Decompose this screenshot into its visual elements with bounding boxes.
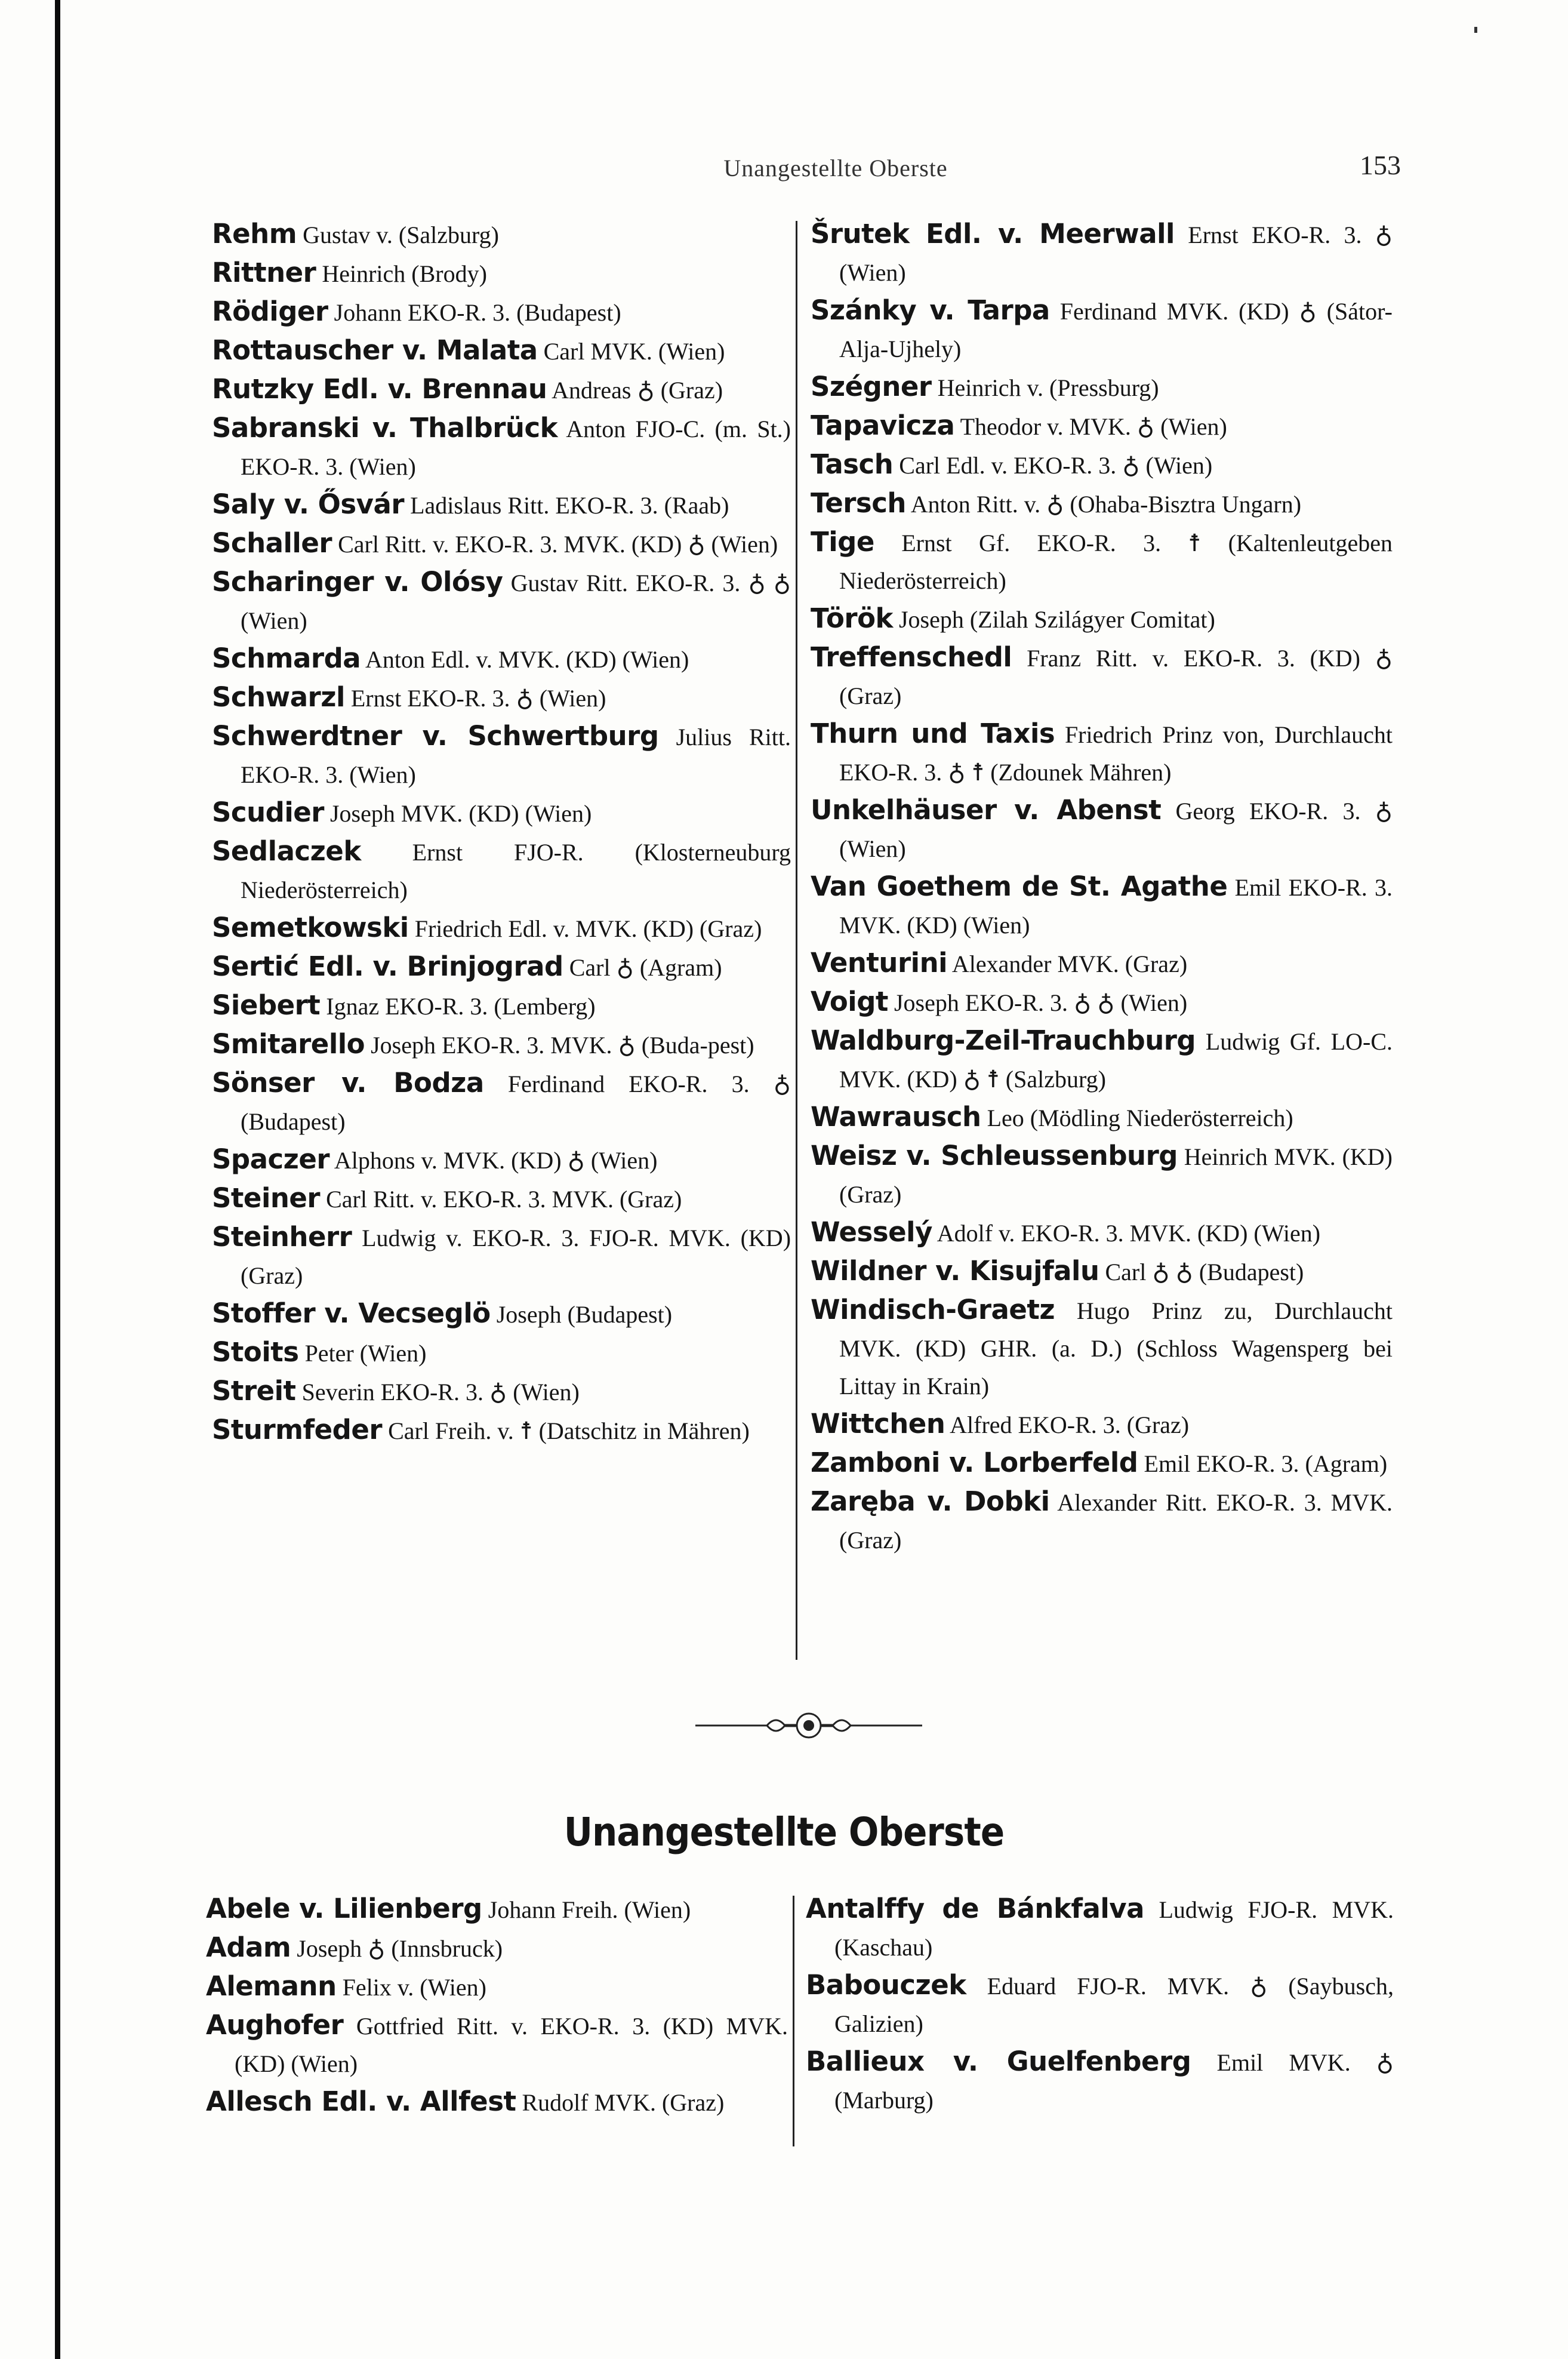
- entry-details: Peter (Wien): [304, 1340, 427, 1367]
- entry-details: Carl ♁ (Agram): [569, 954, 722, 981]
- entry-name: Wildner v. Kisujfalu: [811, 1255, 1099, 1287]
- list-item: [212, 485, 791, 524]
- entry-details: Emil EKO-R. 3. MVK. (KD) (Wien): [839, 874, 1393, 939]
- list-item: [806, 1966, 1394, 2043]
- list-item: [212, 986, 791, 1025]
- entry-details: Carl Ritt. v. EKO-R. 3. MVK. (Graz): [326, 1186, 682, 1213]
- list-item: [212, 1372, 791, 1411]
- list-item: [212, 1179, 791, 1218]
- entry-details: Felix v. (Wien): [342, 1974, 486, 2001]
- entry-name: Unkelhäuser v. Abenst: [811, 794, 1162, 826]
- entry-details: Alfred EKO-R. 3. (Graz): [950, 1411, 1190, 1438]
- entry-name: Schwerdtner v. Schwertburg: [212, 720, 659, 752]
- list-item: [212, 331, 791, 370]
- entry-name: Weisz v. Schleussenburg: [811, 1140, 1178, 1171]
- entry-name: Steiner: [212, 1182, 321, 1214]
- entry-name: Semetkowski: [212, 912, 409, 943]
- entry-name: Adam: [206, 1932, 291, 1963]
- list-item: [806, 2043, 1394, 2119]
- list-item: [811, 944, 1393, 983]
- list-item: [212, 1140, 791, 1179]
- entry-details: Emil MVK. ♁ (Marburg): [834, 2049, 1394, 2114]
- entry-name: Spaczer: [212, 1143, 330, 1175]
- entry-name: Van Goethem de St. Agathe: [811, 871, 1228, 902]
- entry-name: Sedlaczek: [212, 835, 361, 867]
- entry-name: Steinherr: [212, 1221, 352, 1253]
- entry-details: Johann EKO-R. 3. (Budapest): [334, 299, 621, 326]
- entry-name: Tapavicza: [811, 410, 955, 441]
- entry-name: Šrutek Edl. v. Meerwall: [811, 218, 1175, 250]
- list-item: [206, 1967, 788, 2006]
- entry-name: Treffenschedl: [811, 641, 1012, 673]
- entry-details: Andreas ♁ (Graz): [552, 377, 723, 404]
- entry-name: Schmarda: [212, 642, 361, 674]
- section-title: Unangestellte Oberste: [563, 1809, 1005, 1855]
- entry-details: Ladislaus Ritt. EKO-R. 3. (Raab): [410, 492, 729, 519]
- entry-details: Eduard FJO-R. MVK. ♁ (Saybusch, Galizien): [834, 1973, 1394, 2037]
- entry-details: Ludwig FJO-R. MVK. (Kaschau): [834, 1896, 1394, 1961]
- entry-details: Ernst EKO-R. 3. ♁ (Wien): [839, 222, 1393, 286]
- entry-details: Joseph (Zilah Szilágyer Comitat): [898, 606, 1215, 633]
- ornament-divider-icon: [695, 1708, 922, 1743]
- entry-name: Sturmfeder: [212, 1414, 383, 1445]
- list-item: [212, 717, 791, 793]
- column2-left: [206, 1890, 788, 2121]
- entry-details: Carl Edl. v. EKO-R. 3. ♁ (Wien): [899, 452, 1213, 479]
- entry-name: Sabranski v. Thalbrück: [212, 412, 558, 444]
- running-head: Unangestellte Oberste: [723, 155, 948, 182]
- entry-name: Zaręba v. Dobki: [811, 1485, 1050, 1517]
- entry-name: Tasch: [811, 448, 894, 480]
- entry-details: Alexander MVK. (Graz): [951, 951, 1188, 977]
- entry-details: Ernst Gf. EKO-R. 3. ☨ (Kaltenleutgeben Niederösterreich): [839, 530, 1393, 594]
- list-item: [811, 445, 1393, 484]
- scan-mark: [1474, 27, 1477, 33]
- list-item: [811, 791, 1393, 868]
- list-item: [811, 1213, 1393, 1252]
- list-item: [212, 1411, 791, 1450]
- entry-name: Antalffy de Bánkfalva: [806, 1893, 1144, 1924]
- list-item: [811, 638, 1393, 715]
- list-item: [212, 639, 791, 678]
- list-item: [212, 293, 791, 331]
- entry-name: Waldburg-Zeil-Trauchburg: [811, 1025, 1196, 1056]
- entry-name: Tersch: [811, 487, 906, 519]
- entry-details: Ferdinand MVK. (KD) ♁ (Sátor-Alja-Ujhely): [839, 298, 1393, 362]
- entry-details: Georg EKO-R. 3. ♁ (Wien): [839, 798, 1393, 862]
- entry-name: Scudier: [212, 796, 324, 828]
- list-item: [811, 868, 1393, 944]
- entry-details: Adolf v. EKO-R. 3. MVK. (KD) (Wien): [937, 1220, 1321, 1247]
- entry-name: Streit: [212, 1375, 296, 1407]
- entry-name: Saly v. Ősvár: [212, 488, 405, 520]
- entry-details: Carl MVK. (Wien): [543, 338, 725, 365]
- list-item: [811, 1405, 1393, 1444]
- column-divider: [796, 221, 797, 1660]
- entry-details: Friedrich Edl. v. MVK. (KD) (Graz): [414, 915, 762, 942]
- entry-details: Gustav v. (Salzburg): [303, 222, 499, 248]
- list-item: [212, 563, 791, 639]
- entry-name: Wesselý: [811, 1216, 932, 1248]
- entry-details: Rudolf MVK. (Graz): [522, 2089, 725, 2116]
- list-item: [811, 1444, 1393, 1483]
- binding-edge: [55, 0, 60, 2359]
- entry-name: Sönser v. Bodza: [212, 1067, 484, 1099]
- entry-details: Ignaz EKO-R. 3. (Lemberg): [326, 993, 596, 1020]
- list-item: [811, 715, 1393, 791]
- entry-details: Ernst FJO-R. (Klosterneuburg Niederösterreich): [241, 839, 791, 903]
- entry-name: Szánky v. Tarpa: [811, 294, 1050, 326]
- entry-name: Babouczek: [806, 1969, 966, 2001]
- list-item: [212, 1218, 791, 1294]
- entry-details: Alphons v. MVK. (KD) ♁ (Wien): [334, 1147, 658, 1174]
- entry-details: Joseph (Budapest): [496, 1301, 673, 1328]
- entry-details: Anton Edl. v. MVK. (KD) (Wien): [365, 646, 689, 673]
- entry-details: Joseph ♁ (Innsbruck): [297, 1935, 503, 1962]
- entry-details: Emil EKO-R. 3. (Agram): [1144, 1450, 1388, 1477]
- entry-name: Rödiger: [212, 296, 328, 327]
- list-item: [212, 793, 791, 832]
- entry-name: Stoffer v. Vecseglö: [212, 1297, 491, 1329]
- entry-details: Heinrich MVK. (KD) (Graz): [839, 1143, 1393, 1208]
- list-item: [212, 409, 791, 485]
- entry-details: Ernst EKO-R. 3. ♁ (Wien): [350, 685, 606, 712]
- list-item: [806, 1890, 1394, 1966]
- entry-name: Schaller: [212, 527, 332, 559]
- entry-name: Wawrausch: [811, 1101, 981, 1133]
- entry-details: Carl Ritt. v. EKO-R. 3. MVK. (KD) ♁ (Wien): [338, 531, 778, 558]
- list-item: [212, 215, 791, 254]
- entry-name: Siebert: [212, 989, 321, 1021]
- list-item: [206, 2006, 788, 2083]
- list-item: [811, 523, 1393, 599]
- entry-details: Carl ♁ ♁ (Budapest): [1105, 1259, 1304, 1285]
- entry-name: Schwarzl: [212, 681, 345, 713]
- entry-details: Joseph EKO-R. 3. MVK. ♁ (Buda-pest): [371, 1032, 754, 1059]
- entry-name: Török: [811, 602, 893, 634]
- entry-details: Ludwig Gf. LO-C. MVK. (KD) ♁ ☨ (Salzburg): [839, 1028, 1393, 1093]
- list-item: [212, 1294, 791, 1333]
- list-item: [206, 1929, 788, 1967]
- entry-details: Joseph MVK. (KD) (Wien): [329, 800, 592, 827]
- entry-name: Sertić Edl. v. Brinjograd: [212, 951, 563, 982]
- entry-name: Windisch-Graetz: [811, 1294, 1055, 1325]
- entry-name: Rutzky Edl. v. Brennau: [212, 373, 547, 405]
- entry-details: Johann Freih. (Wien): [488, 1896, 691, 1923]
- entry-name: Abele v. Lilienberg: [206, 1893, 482, 1924]
- entry-details: Carl Freih. v. ☨ (Datschitz in Mähren): [388, 1417, 750, 1444]
- entry-name: Wittchen: [811, 1408, 945, 1440]
- entry-details: Ludwig v. EKO-R. 3. FJO-R. MVK. (KD) (Graz): [241, 1225, 791, 1289]
- list-item: [206, 2083, 788, 2121]
- entry-name: Scharinger v. Olósy: [212, 566, 503, 598]
- entry-details: Alexander Ritt. EKO-R. 3. MVK. (Graz): [839, 1489, 1393, 1554]
- entry-name: Aughofer: [206, 2009, 344, 2041]
- entry-name: Rehm: [212, 218, 297, 250]
- list-item: [811, 291, 1393, 368]
- list-item: [811, 368, 1393, 407]
- entry-name: Alemann: [206, 1970, 337, 2002]
- entry-name: Allesch Edl. v. Allfest: [206, 2086, 516, 2117]
- entry-details: Anton Ritt. v. ♁ (Ohaba-Bisztra Ungarn): [910, 491, 1302, 518]
- entry-name: Tige: [811, 526, 874, 558]
- entry-details: Julius Ritt. EKO-R. 3. (Wien): [241, 724, 791, 788]
- entry-details: Friedrich Prinz von, Durchlaucht EKO-R. 3. ♁ ☨ (Zdounek Mähren): [839, 721, 1393, 786]
- list-item: [212, 678, 791, 717]
- list-item: [212, 1333, 791, 1372]
- list-item: [212, 948, 791, 986]
- list-item: [811, 215, 1393, 291]
- page-number: 153: [1360, 150, 1401, 180]
- entry-details: Gustav Ritt. EKO-R. 3. ♁ ♁ (Wien): [241, 570, 791, 634]
- column-right: [811, 215, 1393, 1559]
- entry-name: Zamboni v. Lorberfeld: [811, 1447, 1138, 1478]
- entry-details: Heinrich v. (Pressburg): [937, 374, 1159, 401]
- entry-details: Theodor v. MVK. ♁ (Wien): [960, 413, 1227, 440]
- entry-details: Hugo Prinz zu, Durchlaucht MVK. (KD) GHR. (a. D.) (Schloss Wagensperg bei Littay in Krain): [839, 1297, 1393, 1400]
- entry-name: Venturini: [811, 947, 948, 979]
- list-item: [212, 832, 791, 909]
- entry-name: Szégner: [811, 371, 932, 402]
- entry-name: Smitarello: [212, 1028, 365, 1060]
- entry-details: Leo (Mödling Niederösterreich): [987, 1105, 1293, 1131]
- list-item: [811, 599, 1393, 638]
- entry-details: Joseph EKO-R. 3. ♁ ♁ (Wien): [894, 989, 1188, 1016]
- list-item: [212, 254, 791, 293]
- list-item: [811, 1022, 1393, 1098]
- entry-name: Voigt: [811, 986, 888, 1017]
- entry-name: Thurn und Taxis: [811, 718, 1055, 749]
- entry-details: Severin EKO-R. 3. ♁ (Wien): [301, 1379, 580, 1405]
- entry-name: Rittner: [212, 257, 316, 288]
- list-item: [811, 1291, 1393, 1405]
- list-item: [811, 983, 1393, 1022]
- list-item: [212, 524, 791, 563]
- list-item: [206, 1890, 788, 1929]
- entry-details: Heinrich (Brody): [322, 260, 487, 287]
- list-item: [811, 1252, 1393, 1291]
- list-item: [811, 407, 1393, 445]
- entry-details: Gottfried Ritt. v. EKO-R. 3. (KD) MVK. (KD) (Wien): [235, 2013, 788, 2077]
- list-item: [212, 909, 791, 948]
- column-left: [212, 215, 791, 1450]
- entry-details: Franz Ritt. v. EKO-R. 3. (KD) ♁ (Graz): [839, 645, 1393, 709]
- entry-details: Ferdinand EKO-R. 3. ♁ (Budapest): [241, 1071, 791, 1135]
- list-item: [811, 1483, 1393, 1559]
- entry-name: Ballieux v. Guelfenberg: [806, 2046, 1191, 2077]
- list-item: [811, 1137, 1393, 1213]
- entry-details: Anton FJO-C. (m. St.) EKO-R. 3. (Wien): [241, 416, 791, 480]
- column2-divider: [793, 1896, 794, 2146]
- entry-name: Stoits: [212, 1336, 299, 1368]
- list-item: [811, 484, 1393, 523]
- list-item: [212, 370, 791, 409]
- list-item: [212, 1064, 791, 1140]
- list-item: [212, 1025, 791, 1064]
- list-item: [811, 1098, 1393, 1137]
- column2-right: [806, 1890, 1394, 2119]
- entry-name: Rottauscher v. Malata: [212, 334, 538, 366]
